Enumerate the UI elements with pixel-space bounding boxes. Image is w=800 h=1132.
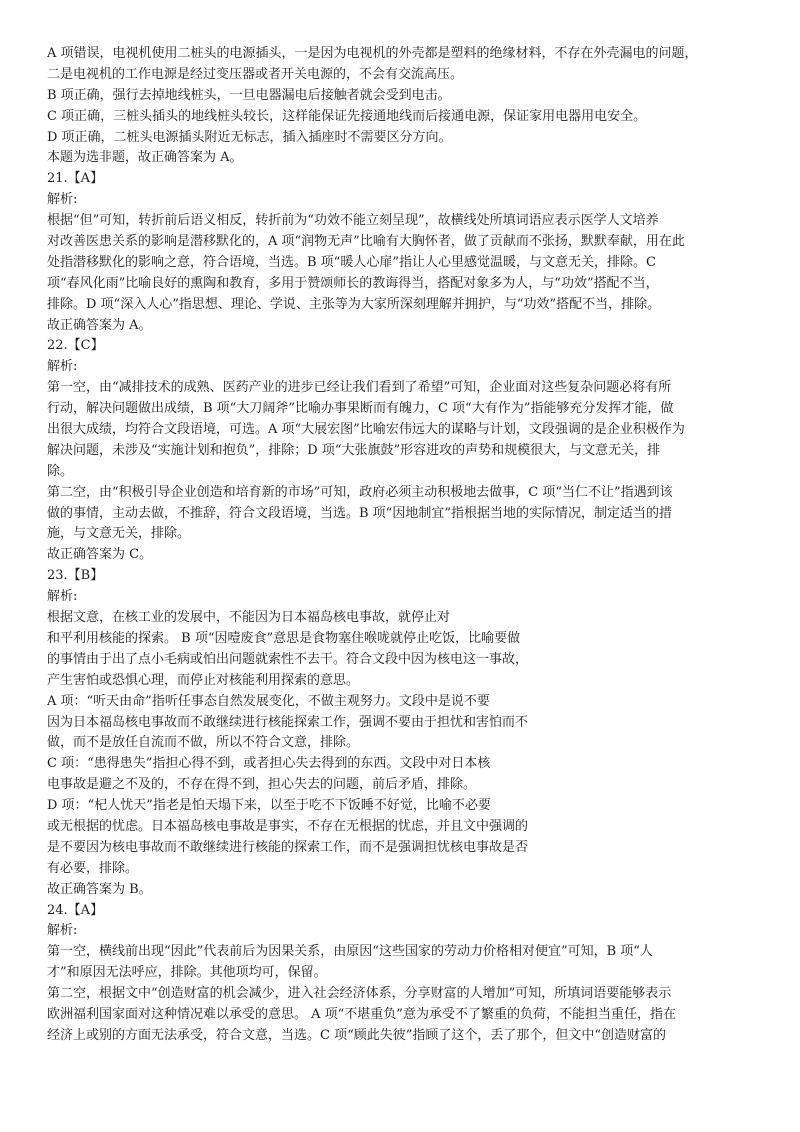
text-line: A 项错误，电视机使用二桩头的电源插头，一是因为电视机的外壳都是塑料的绝缘材料，不存在外壳漏电的问题， — [47, 46, 698, 61]
text-line: D 项：“杞人忧天”指老是怕天塌下来，以至于吃不下饭睡不好觉，比喻不必要 — [47, 798, 491, 814]
text-line: 根据文意，在核工业的发展中，不能因为日本福岛核电事故，就停止对 — [47, 610, 451, 626]
text-line: 因为日本福岛核电事故而不敢继续进行核能探索工作，强调不要由于担忧和害怕而不 — [47, 714, 529, 730]
text-line: 故正确答案为 A。 — [47, 317, 152, 333]
text-line: C 项正确，三桩头插头的地线桩头较长，这样能保证先接通地线而后接通电源，保证家用电器用电安全。 — [47, 108, 647, 124]
text-line: 故正确答案为 B。 — [47, 881, 152, 897]
text-line: 第二空，由“积极引导企业创造和培育新的市场”可知，政府必须主动积极地去做事，C 项“当仁不让”指遇到该 — [47, 484, 673, 500]
text-line: 或无根据的忧虑。日本福岛核电事故是事实，不存在无根据的忧虑，并且文中强调的 — [47, 818, 529, 834]
text-line: 解决问题，未涉及“实施计划和抱负”，排除；D 项“大张旗鼓”形容进攻的声势和规模很大，与文意无关，排 — [47, 442, 661, 458]
text-line: 第一空，横线前出现“因此”代表前后为因果关系，由原因“这些国家的劳动力价格相对便宜”可知，B 项“人 — [47, 944, 653, 960]
text-line: 施，与文意无关，排除。 — [47, 526, 191, 542]
text-line: 23.【B】 — [47, 568, 104, 584]
text-line: 做的事情，主动去做，不推辞，符合文段语境，当选。B 项“因地制宜”指根据当地的实际情况，制定适当的措 — [47, 505, 672, 521]
text-line: 本题为选非题，故正确答案为 A。 — [47, 150, 243, 166]
text-line: 24.【A】 — [47, 902, 104, 918]
text-line: 电事故是避之不及的，不存在得不到，担心失去的问题，前后矛盾，排除。 — [47, 777, 477, 793]
text-line: 二是电视机的工作电源是经过变压器或者开关电源的，不会有交流高压。 — [47, 66, 464, 82]
text-line: 才”和原因无法呼应，排除。其他项均可，保留。 — [47, 965, 327, 981]
text-line: 产生害怕或恐惧心理，而停止对核能利用探索的意思。 — [47, 672, 360, 688]
text-line: 的事情由于出了点小毛病或怕出问题就索性不去干。符合文段中因为核电这一事故， — [47, 651, 529, 667]
text-line: 第一空，由“减排技术的成熟、医药产业的进步已经让我们看到了希望”可知，企业面对这些复杂问题必将有所 — [47, 380, 672, 396]
text-line: 行动，解决问题做出成绩，B 项“大刀阔斧”比喻办事果断而有魄力，C 项“大有作为”指能够充分发挥才能，做 — [47, 401, 674, 417]
text-line: 故正确答案为 C。 — [47, 547, 153, 563]
text-line: 22.【C】 — [47, 338, 104, 354]
text-line: A 项：“听天由命”指听任事态自然发展变化，不做主观努力。文段中是说不要 — [47, 693, 490, 709]
text-line: 经济上或别的方面无法承受，符合文意，当选。C 项“顾此失彼”指顾了这个，丢了那个，但文中“创造财富的 — [47, 1027, 667, 1043]
text-line: 解析: — [47, 192, 78, 208]
text-line: 和平利用核能的探索。 B 项“因噎废食”意思是食物塞住喉咙就停止吃饭，比喻要做 — [47, 630, 521, 646]
text-line: 解析: — [47, 359, 78, 375]
text-line: 有必要，排除。 — [47, 860, 139, 876]
text-line: 欧洲福利国家面对这种情况难以承受的意思。 A 项“不堪重负”意为承受不了繁重的负荷，不能担当重任，指在 — [47, 1006, 676, 1022]
text-line: 做，而不是放任自流而不做，所以不符合文意，排除。 — [47, 735, 360, 751]
text-line: 处指潜移默化的影响之意，符合语境，当选。B 项“暖人心扉”指让人心里感觉温暖，与文意无关，排除。C — [47, 254, 656, 270]
text-line: 解析: — [47, 923, 78, 939]
text-line: 除。 — [47, 463, 74, 479]
document-page — [47, 44, 767, 1047]
text-line: C 项：“患得患失”指担心得不到，或者担心失去得到的东西。文段中对日本核 — [47, 756, 491, 772]
text-line: 对改善医患关系的影响是潜移默化的，A 项“润物无声”比喻有大胸怀者，做了贡献而不张扬，默默奉献，用在此 — [47, 234, 685, 250]
text-line: B 项正确，强行去掉地线桩头，一旦电器漏电后接触者就会受到电击。 — [47, 87, 451, 103]
text-line: 项“春风化雨”比喻良好的熏陶和教育，多用于赞颂师长的教诲得当，搭配对象多为人，与“功效”搭配不当， — [47, 275, 659, 291]
text-line: D 项正确，二桩头电源插头附近无标志，插入插座时不需要区分方向。 — [47, 129, 452, 145]
text-line: 出很大成绩，均符合文段语境，可选。A 项“大展宏图”比喻宏伟远大的谋略与计划，文段强调的是企业积极作为 — [47, 422, 685, 438]
text-line: 解析: — [47, 589, 78, 605]
text-line: 21.【A】 — [47, 171, 104, 187]
text-line: 排除。D 项“深入人心”指思想、理论、学说、主张等为大家所深刻理解并拥护，与“功效”搭配不当，排除。 — [47, 296, 661, 312]
text-line: 是不要因为核电事故而不敢继续进行核能的探索工作，而不是强调担忧核电事故是否 — [47, 839, 529, 855]
text-line: 第二空，根据文中“创造财富的机会减少，进入社会经济体系，分享财富的人增加”可知，所填词语要能够表示 — [47, 986, 672, 1002]
text-line: 根据“但”可知，转折前后语义相反，转折前为“功效不能立刻呈现”，故横线处所填词语应表示医学人文培养 — [47, 213, 659, 229]
